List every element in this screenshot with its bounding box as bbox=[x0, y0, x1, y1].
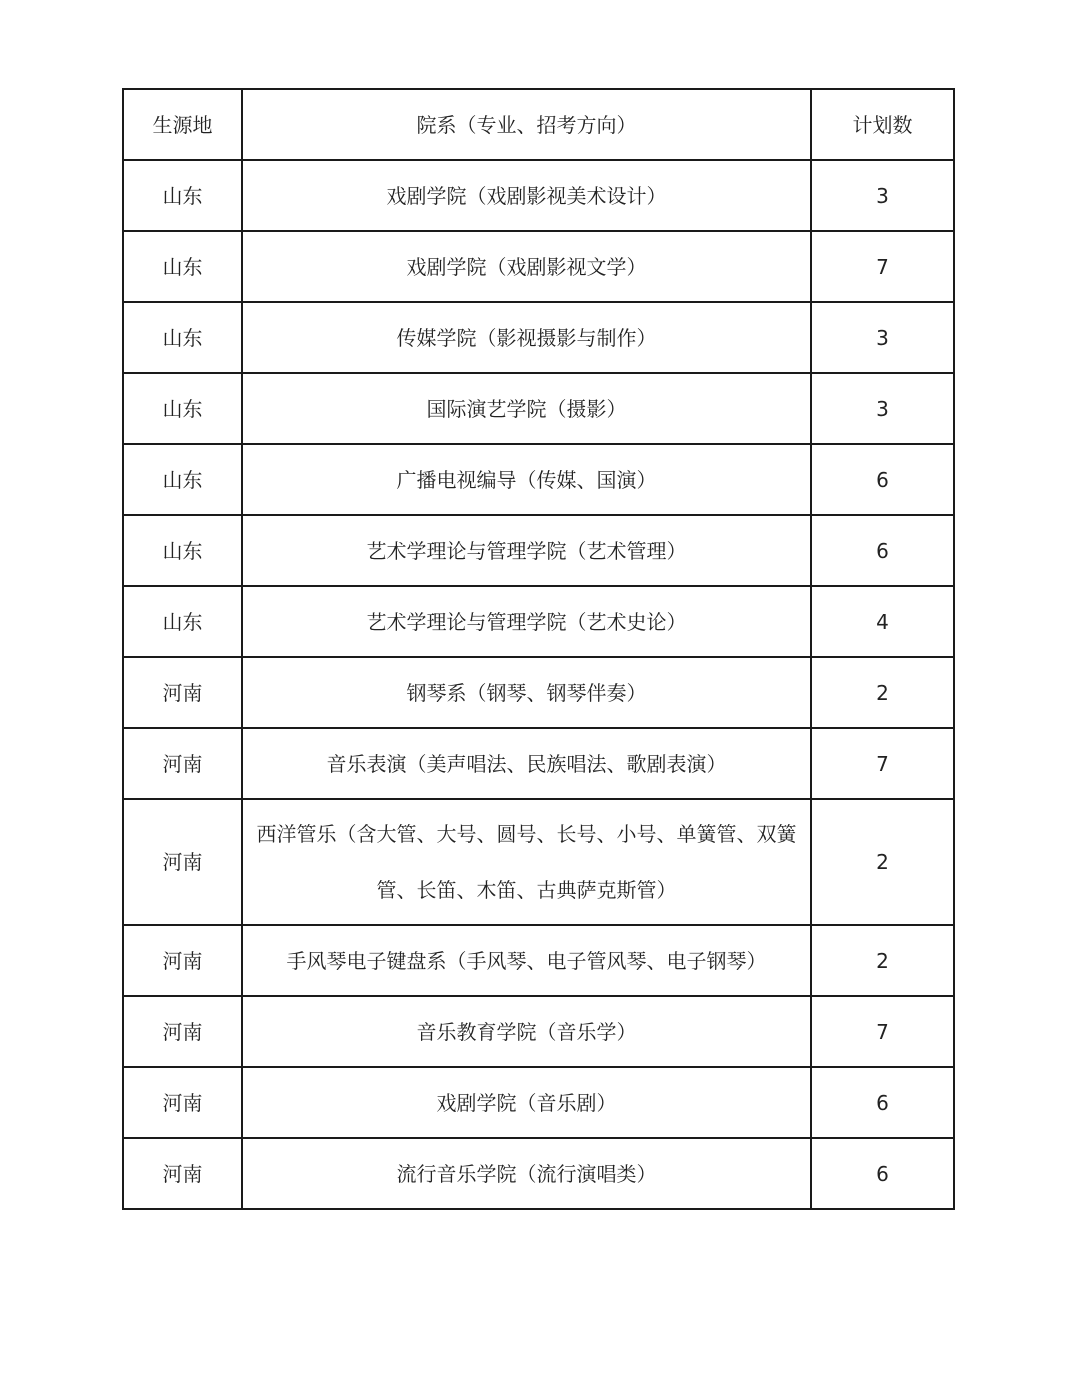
origin-cell: 河南 bbox=[123, 1138, 242, 1209]
quota-cell: 2 bbox=[811, 799, 954, 925]
table-row bbox=[123, 515, 954, 586]
origin-cell: 山东 bbox=[123, 586, 242, 657]
origin-cell: 山东 bbox=[123, 515, 242, 586]
program-cell: 西洋管乐（含大管、大号、圆号、长号、小号、单簧管、双簧管、长笛、木笛、古典萨克斯管） bbox=[242, 799, 811, 925]
program-cell: 音乐教育学院（音乐学） bbox=[242, 996, 811, 1067]
program-cell: 国际演艺学院（摄影） bbox=[242, 373, 811, 444]
table-row bbox=[123, 231, 954, 302]
table-row bbox=[123, 373, 954, 444]
table-row bbox=[123, 444, 954, 515]
origin-cell: 河南 bbox=[123, 799, 242, 925]
origin-cell: 河南 bbox=[123, 728, 242, 799]
program-cell: 艺术学理论与管理学院（艺术史论） bbox=[242, 586, 811, 657]
quota-cell: 3 bbox=[811, 373, 954, 444]
program-cell: 戏剧学院（戏剧影视美术设计） bbox=[242, 160, 811, 231]
quota-cell: 6 bbox=[811, 515, 954, 586]
program-cell: 广播电视编导（传媒、国演） bbox=[242, 444, 811, 515]
program-cell: 音乐表演（美声唱法、民族唱法、歌剧表演） bbox=[242, 728, 811, 799]
program-cell: 流行音乐学院（流行演唱类） bbox=[242, 1138, 811, 1209]
program-cell: 钢琴系（钢琴、钢琴伴奏） bbox=[242, 657, 811, 728]
program-cell: 戏剧学院（戏剧影视文学） bbox=[242, 231, 811, 302]
origin-cell: 河南 bbox=[123, 925, 242, 996]
table-row bbox=[123, 1067, 954, 1138]
quota-cell: 6 bbox=[811, 1138, 954, 1209]
table-row bbox=[123, 657, 954, 728]
quota-cell: 6 bbox=[811, 1067, 954, 1138]
header-quota: 计划数 bbox=[811, 89, 954, 160]
origin-cell: 河南 bbox=[123, 657, 242, 728]
table-row bbox=[123, 799, 954, 925]
table-row bbox=[123, 1138, 954, 1209]
quota-cell: 3 bbox=[811, 302, 954, 373]
quota-cell: 6 bbox=[811, 444, 954, 515]
table-row bbox=[123, 996, 954, 1067]
program-cell: 传媒学院（影视摄影与制作） bbox=[242, 302, 811, 373]
program-cell: 艺术学理论与管理学院（艺术管理） bbox=[242, 515, 811, 586]
table-row bbox=[123, 302, 954, 373]
quota-cell: 7 bbox=[811, 231, 954, 302]
origin-cell: 河南 bbox=[123, 1067, 242, 1138]
table-row bbox=[123, 160, 954, 231]
origin-cell: 山东 bbox=[123, 444, 242, 515]
origin-cell: 山东 bbox=[123, 231, 242, 302]
program-cell: 手风琴电子键盘系（手风琴、电子管风琴、电子钢琴） bbox=[242, 925, 811, 996]
quota-cell: 4 bbox=[811, 586, 954, 657]
quota-cell: 2 bbox=[811, 657, 954, 728]
quota-cell: 2 bbox=[811, 925, 954, 996]
origin-cell: 河南 bbox=[123, 996, 242, 1067]
table-row bbox=[123, 728, 954, 799]
origin-cell: 山东 bbox=[123, 373, 242, 444]
table-header-row bbox=[123, 89, 954, 160]
enrollment-plan-table bbox=[122, 88, 955, 1210]
quota-cell: 7 bbox=[811, 996, 954, 1067]
table-row bbox=[123, 925, 954, 996]
table-row bbox=[123, 586, 954, 657]
origin-cell: 山东 bbox=[123, 302, 242, 373]
header-origin: 生源地 bbox=[123, 89, 242, 160]
header-program: 院系（专业、招考方向） bbox=[242, 89, 811, 160]
origin-cell: 山东 bbox=[123, 160, 242, 231]
program-cell: 戏剧学院（音乐剧） bbox=[242, 1067, 811, 1138]
quota-cell: 7 bbox=[811, 728, 954, 799]
quota-cell: 3 bbox=[811, 160, 954, 231]
